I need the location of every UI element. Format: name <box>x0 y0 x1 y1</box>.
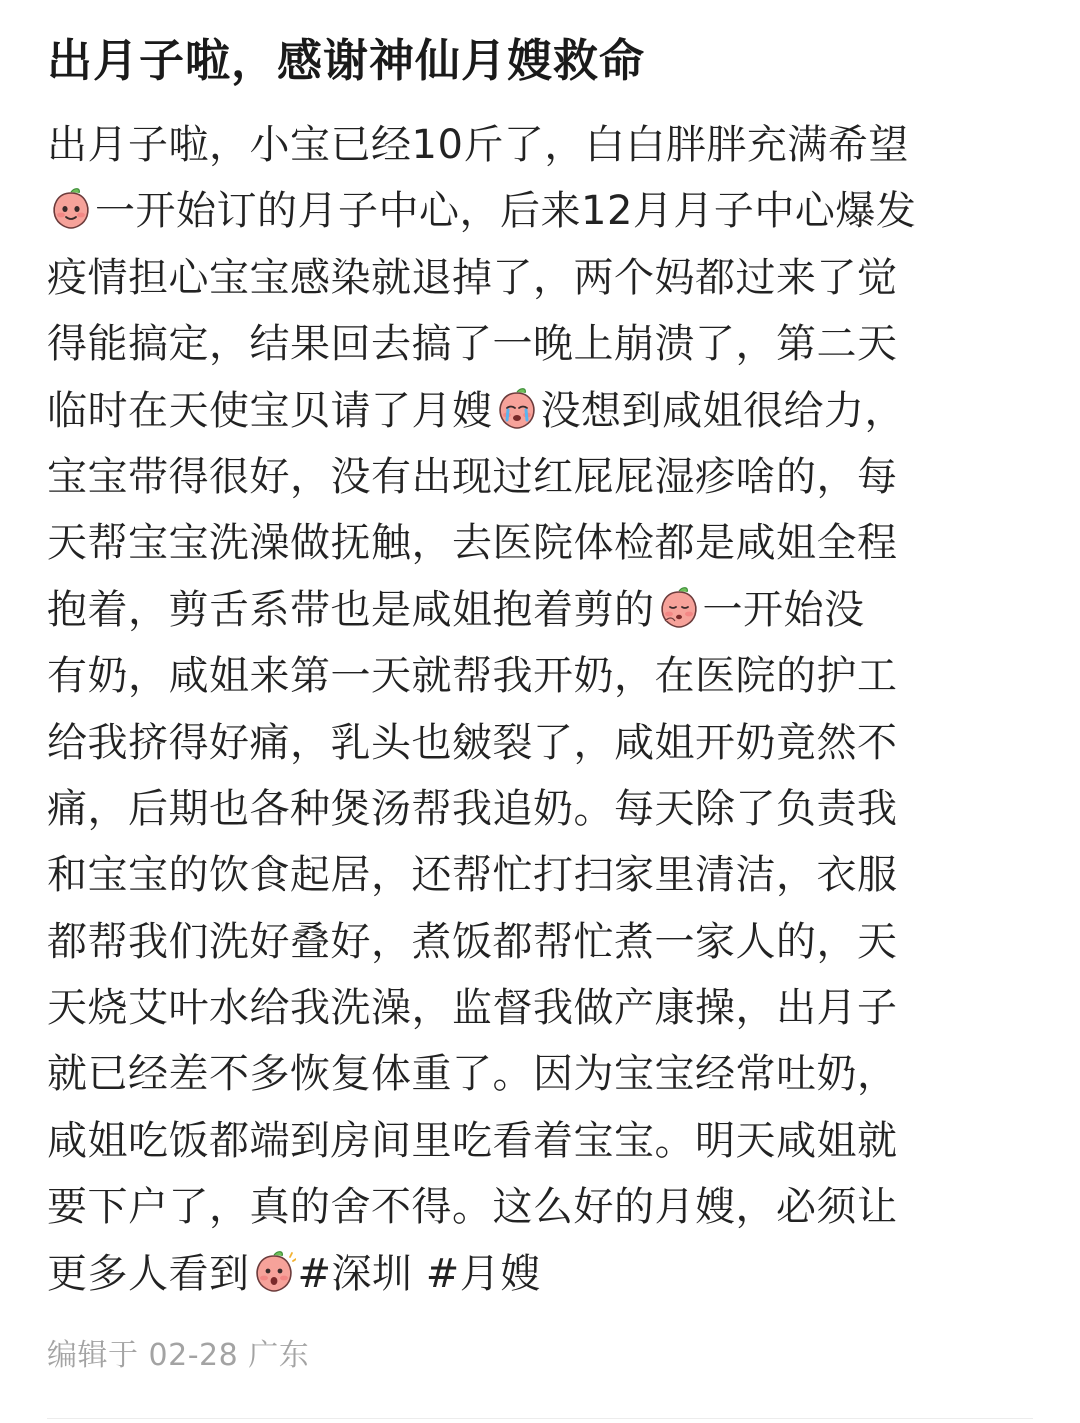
post-text: 更多人看到 <box>47 1250 250 1297</box>
post-text: 一开始没 <box>702 586 865 633</box>
post-line <box>47 378 1037 444</box>
post-title: 出月子啦，感谢神仙月嫂救命 <box>47 34 646 87</box>
post-text: 都帮我们洗好叠好，煮饭都帮忙煮一家人的，天 <box>47 918 898 965</box>
post-line <box>47 245 1037 311</box>
post-line <box>47 311 1037 377</box>
post-line <box>47 444 1037 510</box>
post <box>47 0 1037 1307</box>
post-line <box>47 178 1037 244</box>
post-line <box>47 510 1037 576</box>
post-text: 天烧艾叶水给我洗澡，监督我做产康操，出月子 <box>47 985 898 1032</box>
post-text: 有奶，咸姐来第一天就帮我开奶，在医院的护工 <box>47 653 898 700</box>
post-text: 抱着，剪舌系带也是咸姐抱着剪的 <box>47 586 655 633</box>
post-text: 要下户了，真的舍不得。这么好的月嫂，必须让 <box>47 1184 898 1231</box>
post-text: 疫情担心宝宝感染就退掉了，两个妈都过来了觉 <box>47 254 898 301</box>
peach-smile-emoji-icon <box>49 186 93 230</box>
post-text: 和宝宝的饮食起居，还帮忙打扫家里清洁，衣服 <box>47 852 898 899</box>
post-text: 没想到咸姐很给力， <box>540 387 905 434</box>
post-line <box>47 1174 1037 1240</box>
post-line <box>47 1041 1037 1107</box>
post-text: 得能搞定，结果回去搞了一晚上崩溃了，第二天 <box>47 321 898 368</box>
post-line <box>47 710 1037 776</box>
post-line <box>47 112 1037 178</box>
post-line <box>47 842 1037 908</box>
post-text: 出月子啦，小宝已经10斤了，白白胖胖充满希望 <box>47 122 909 168</box>
post-text: 一开始订的月子中心，后来12月月子中心爆发 <box>95 188 917 235</box>
peach-shy-emoji-icon <box>657 585 701 629</box>
divider <box>47 1418 1033 1419</box>
post-text: 咸姐吃饭都端到房间里吃看着宝宝。明天咸姐就 <box>47 1117 898 1164</box>
post-line <box>47 577 1037 643</box>
post-line <box>47 909 1037 975</box>
post-line <box>47 643 1037 709</box>
hashtag-links[interactable]: #深圳 #月嫂 <box>297 1250 541 1297</box>
peach-cry-emoji-icon <box>495 386 539 430</box>
post-text: 痛，后期也各种煲汤帮我追奶。每天除了负责我 <box>47 785 898 832</box>
post-text: 宝宝带得很好，没有出现过红屁屁湿疹啥的，每 <box>47 453 898 500</box>
post-line <box>47 1108 1037 1174</box>
post-text: 临时在天使宝贝请了月嫂 <box>47 387 493 434</box>
post-line <box>47 975 1037 1041</box>
peach-shock-emoji-icon <box>252 1249 296 1293</box>
post-text: 就已经差不多恢复体重了。因为宝宝经常吐奶， <box>47 1051 898 1098</box>
post-line <box>47 776 1037 842</box>
post-text: 天帮宝宝洗澡做抚触，去医院体检都是咸姐全程 <box>47 520 898 567</box>
post-line <box>47 1241 1037 1307</box>
post-text: 给我挤得好痛，乳头也皴裂了，咸姐开奶竟然不 <box>47 719 898 766</box>
post-meta-edited: 编辑于 02-28 广东 <box>47 1338 310 1373</box>
post-body <box>47 112 1037 1307</box>
